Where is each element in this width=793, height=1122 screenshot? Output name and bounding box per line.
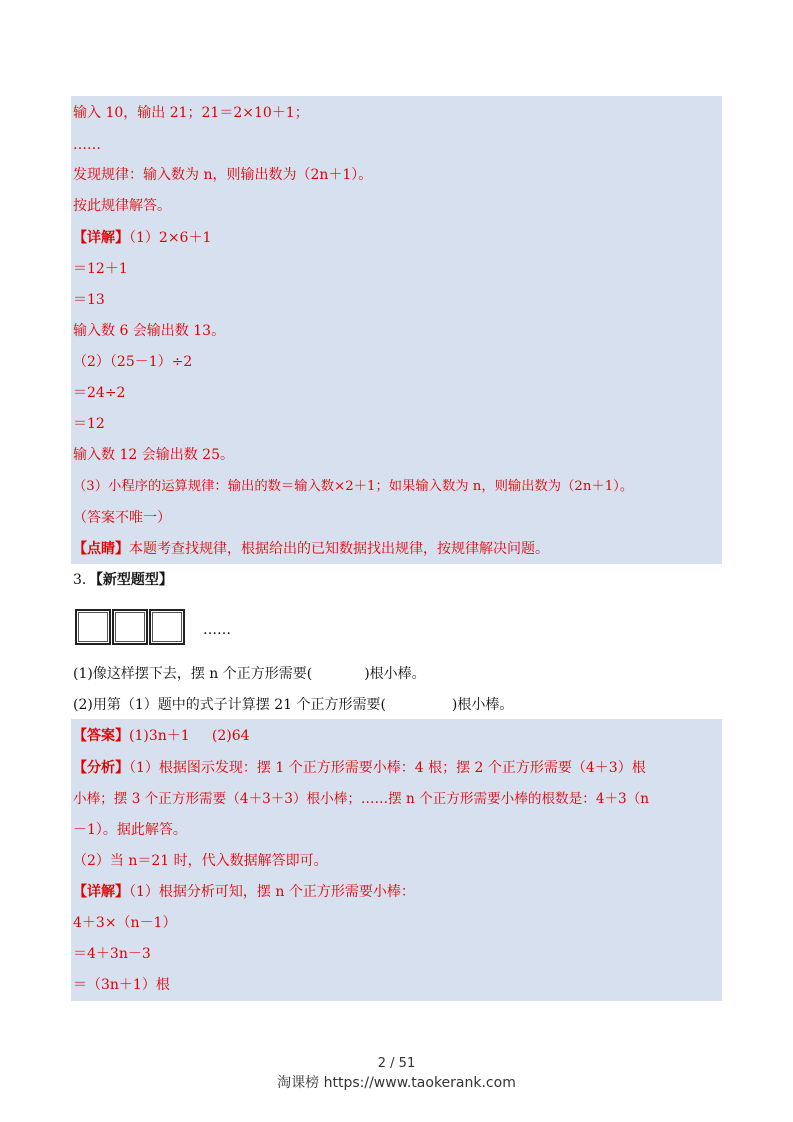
detail-line xyxy=(73,229,211,247)
question-3-heading xyxy=(73,571,173,589)
q1-text-before: (1)像这样摆下去，摆 n 个正方形需要( xyxy=(73,666,313,682)
square-stick-figure xyxy=(75,609,186,645)
text-line: （2）当 n＝21 时，代入数据解答即可。 xyxy=(73,853,328,869)
comment-tag: 【点睛】 xyxy=(73,541,129,557)
answer-text: (1)3n＋1 (2)64 xyxy=(129,728,250,744)
q1-text-after: )根小棒。 xyxy=(364,666,426,682)
square-3 xyxy=(149,609,185,645)
answer-tag: 【答案】 xyxy=(73,728,129,744)
question-3-part-1 xyxy=(73,665,426,683)
text-line: 输入 10，输出 21；21＝2×10＋1； xyxy=(73,105,309,121)
question-3-part-2 xyxy=(73,696,513,714)
text-line: （答案不唯一） xyxy=(73,510,171,526)
text-line: 输入数 6 会输出数 13。 xyxy=(73,323,226,339)
detail-text: （1）根据分析可知，摆 n 个正方形需要小棒： xyxy=(129,884,415,900)
page-number: 2 / 51 xyxy=(377,1056,416,1071)
text-line: 按此规律解答。 xyxy=(73,198,171,214)
square-1 xyxy=(75,609,111,645)
detail-line xyxy=(73,883,415,901)
answer-line xyxy=(73,727,250,745)
figure-ellipsis: …… xyxy=(203,622,231,638)
analysis-line xyxy=(73,759,646,777)
text-line: ＝24÷2 xyxy=(73,385,126,401)
text-line: 发现规律：输入数为 n，则输出数为（2n＋1）。 xyxy=(73,167,373,183)
comment-text: 本题考查找规律，根据给出的已知数据找出规律，按规律解决问题。 xyxy=(129,541,549,557)
text-line: （2）（25－1）÷2 xyxy=(73,354,193,370)
text-line: ＝13 xyxy=(73,292,105,308)
detail-tag: 【详解】 xyxy=(73,230,129,246)
text-line: 小棒；摆 3 个正方形需要（4＋3＋3）根小棒；……摆 n 个正方形需要小棒的根数是：4＋3（n xyxy=(73,791,650,807)
footer-site: 淘课榜 https://www.taokerank.com xyxy=(277,1075,516,1091)
calc-line: 4＋3×（n－1） xyxy=(73,915,177,931)
q2-text-after: )根小棒。 xyxy=(451,697,514,713)
analysis-tag: 【分析】 xyxy=(73,760,129,776)
text-line: －1）。据此解答。 xyxy=(73,822,187,838)
calc-line: ＝（3n＋1）根 xyxy=(73,977,170,993)
question-type-tag: 【新型题型】 xyxy=(95,572,173,588)
calc-line: ＝4＋3n－3 xyxy=(73,946,151,962)
text-line: …… xyxy=(73,137,101,153)
text-line: ＝12＋1 xyxy=(73,261,128,277)
detail-text: （1）2×6＋1 xyxy=(129,230,212,246)
comment-line xyxy=(73,540,549,558)
analysis-text: （1）根据图示发现：摆 1 个正方形需要小棒：4 根；摆 2 个正方形需要（4＋3）根 xyxy=(129,760,646,776)
text-line: 输入数 12 会输出数 25。 xyxy=(73,447,234,463)
question-number: 3． xyxy=(73,572,96,588)
square-2 xyxy=(112,609,148,645)
q2-text-before: (2)用第（1）题中的式子计算摆 21 个正方形需要( xyxy=(73,697,386,713)
text-line: ＝12 xyxy=(73,416,105,432)
detail-tag: 【详解】 xyxy=(73,884,129,900)
text-line: （3）小程序的运算规律：输出的数＝输入数×2＋1；如果输入数为 n，则输出数为（2n＋1）。 xyxy=(73,479,634,494)
